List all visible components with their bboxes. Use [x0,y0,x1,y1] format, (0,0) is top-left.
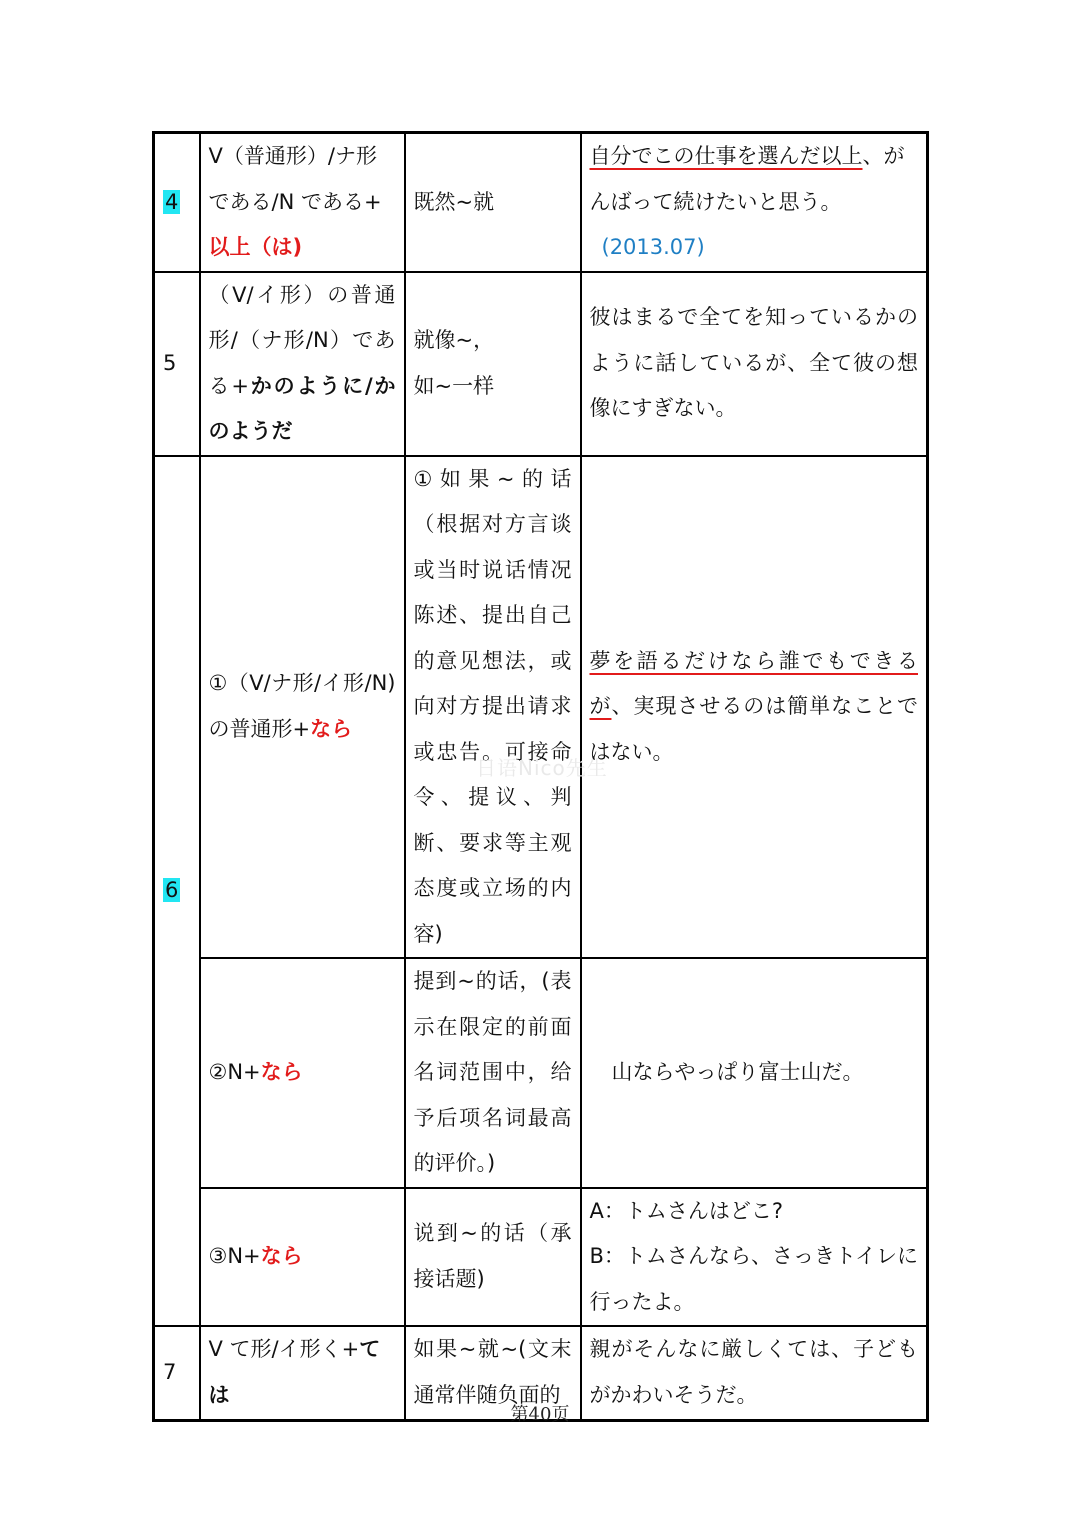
pattern-keyword: なら [310,716,353,741]
example-cell [581,133,928,272]
example-cell: 親がそんなに厳しくては、子どもがかわいそうだ。 [581,1326,928,1420]
example-date: (2013.07) [601,235,705,259]
row-number: 5 [154,272,200,456]
example-cell [581,1188,928,1327]
pattern-line: である/N である+ [208,189,382,214]
example-underlined: 夢を語るだけなら誰でもできるが [589,648,918,718]
row-number: 7 [154,1326,200,1420]
pattern-keyword: かのように/かのようだ [208,373,396,443]
example-cell: 彼はまるで全てを知っているかのように話しているが、全て彼の想像にすぎない。 [581,272,928,456]
pattern-cell [200,1188,405,1327]
example-text: 、がんばって続けたいと思う。 [589,144,905,214]
pattern-text: V て形/イ形く+ [208,1337,360,1362]
example-cell [581,456,928,959]
example-line: A：トムさんはどこ? [589,1198,784,1223]
row-number: 6 [154,456,200,1327]
table-row-5 [154,272,928,456]
meaning-line: 如~一样 [413,373,495,398]
pattern-text: ②N+ [208,1060,261,1084]
pattern-keyword: なら [260,1244,303,1268]
pattern-cell [200,133,405,272]
pattern-text: ①（V/ナ形/イ形/N)の普通形+ [208,671,396,741]
example-underlined: 自分でこの仕事を選んだ以上 [589,144,863,168]
table-row-6c [154,1188,928,1327]
pattern-cell [200,272,405,456]
meaning-cell: 既然~就 [405,133,581,272]
page-number: 第40页 [510,1404,570,1425]
example-text: 、実現させるのは簡単なことではない。 [589,694,919,764]
pattern-keyword: 以上（は) [208,235,303,259]
meaning-cell: ①如果~的话（根据对方言谈或当时说话情况陈述、提出自己的意见想法，或向对方提出请求或忠告。可接命令、提议、判断、要求等主观态度或立场的内容) [405,456,581,959]
example-cell [581,958,928,1188]
table-row-6b [154,958,928,1188]
row-number: 4 [154,133,200,272]
example-line: B：トムさんなら、さっきトイレに行ったよ。 [589,1244,918,1314]
pattern-cell [200,958,405,1188]
pattern-keyword: なら [260,1060,303,1084]
meaning-cell: 提到~的话，(表示在限定的前面名词范围中，给予后项名词最高的评价。) [405,958,581,1188]
meaning-cell: 如果~就~(文末通常伴随负面的 [405,1326,581,1420]
pattern-text: ③N+ [208,1244,261,1268]
meaning-line: 就像~， [413,328,495,352]
meaning-cell [405,272,581,456]
grammar-table [152,131,929,1422]
table-row-6a [154,456,928,959]
meaning-cell: 说到~的话（承接话题) [405,1188,581,1327]
pattern-line: V（普通形）/ナ形 [208,144,377,168]
table-row-4 [154,133,928,272]
pattern-keyword: ては [208,1337,381,1407]
watermark: 日语Nico先生 [476,756,608,780]
pattern-text: （V/イ形）の普通形/（ナ形/N）である+ [208,282,396,398]
example-text: 山ならやっぱり富士山だ。 [611,1060,864,1084]
pattern-cell [200,456,405,959]
